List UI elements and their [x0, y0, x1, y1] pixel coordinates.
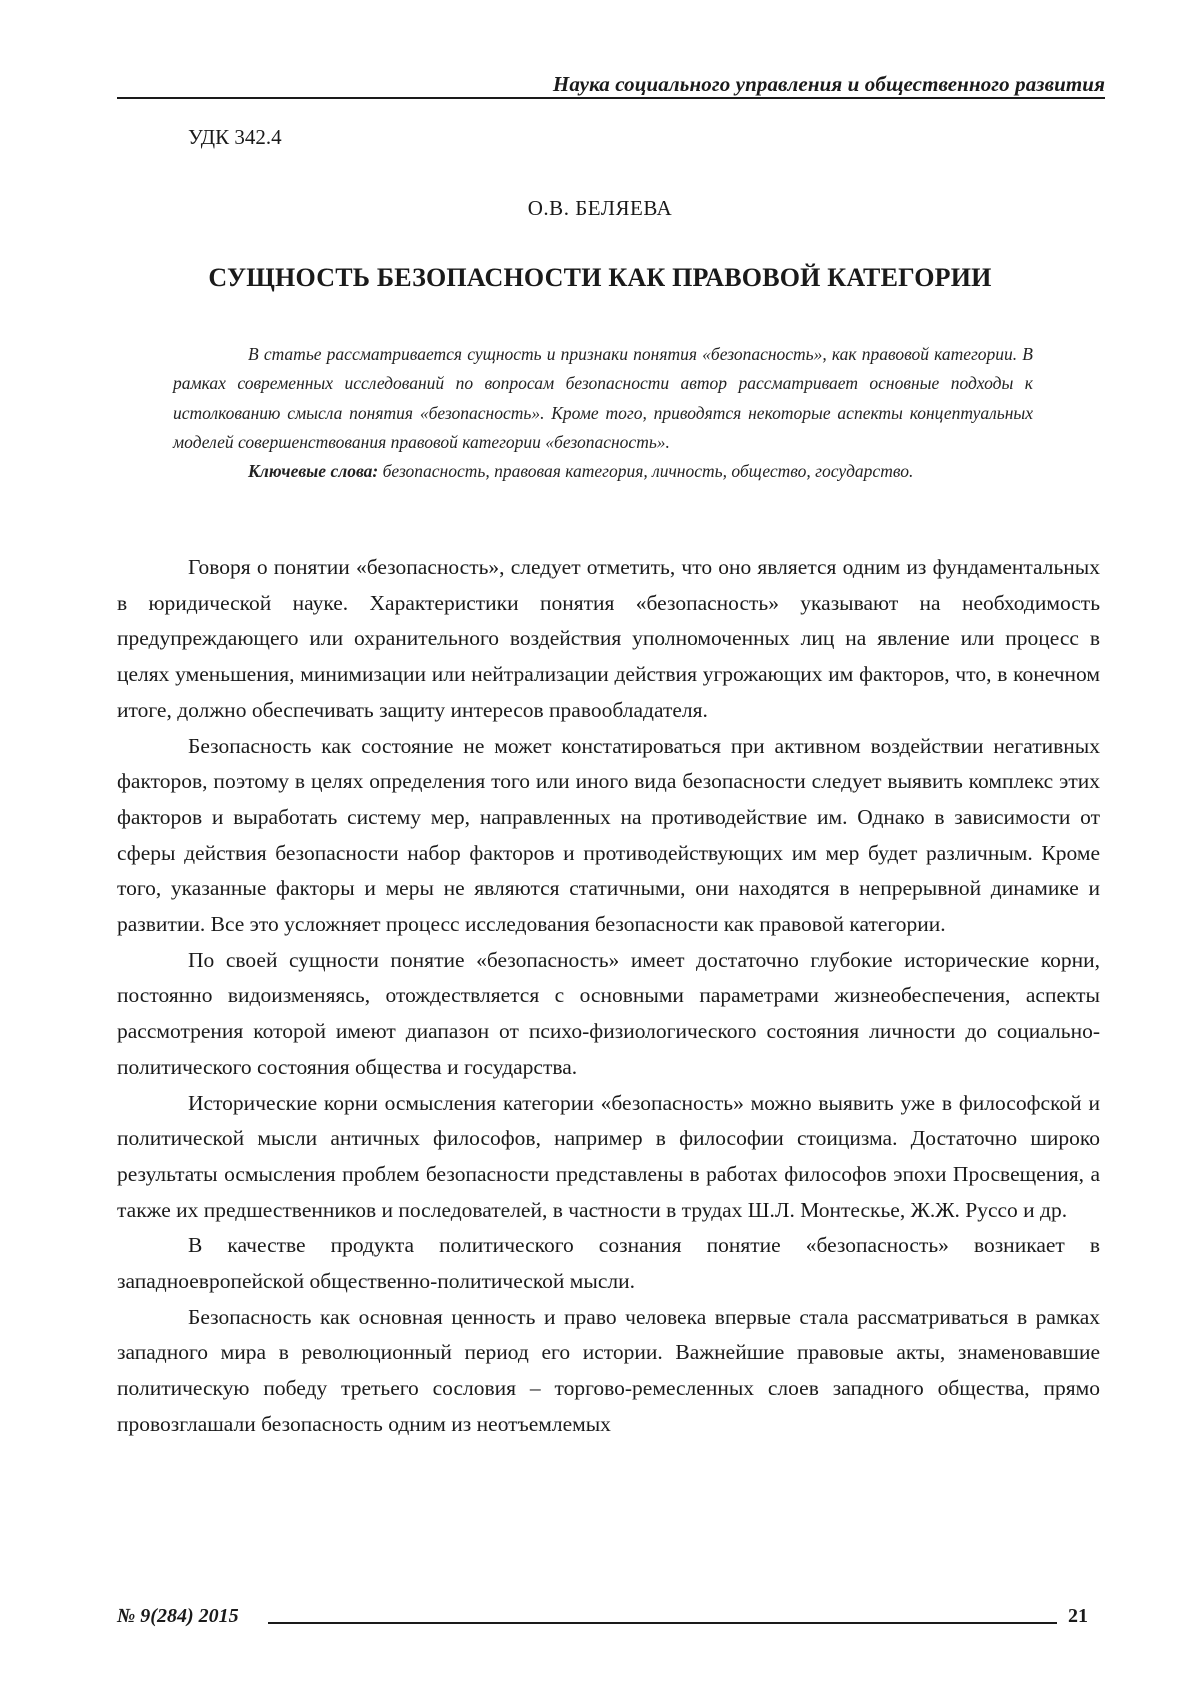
page-number: 21: [1068, 1605, 1088, 1628]
body-paragraph: Говоря о понятии «безопасность», следует отметить, что оно является одним из фундаментальных в юридической науке. Характеристики понятия «безопасность» указывают на необходимость предупреждающего или охранительного воздействия уполномоченных лиц на явление или процесс в целях уменьшения, минимизации или нейтрализации действия угрожающих им факторов, что, в конечном итоге, должно обеспечивать защиту интересов правообладателя.: [117, 550, 1100, 729]
body-paragraph: В качестве продукта политического сознания понятие «безопасность» возникает в западноевропейской общественно-политической мысли.: [117, 1228, 1100, 1299]
body-paragraph: По своей сущности понятие «безопасность» имеет достаточно глубокие исторические корни, постоянно видоизменяясь, отождествляется с основными параметрами жизнеобеспечения, аспекты рассмотрения которой имеют диапазон от психо-физиологического состояния личности до социально-политического состояния общества и государства.: [117, 943, 1100, 1086]
author-name: О.В. БЕЛЯЕВА: [0, 196, 1200, 221]
keywords-line: [173, 457, 1033, 486]
udc-code: УДК 342.4: [188, 125, 282, 150]
body-paragraph: Безопасность как основная ценность и право человека впервые стала рассматриваться в рамках западного мира в революционный период его истории. Важнейшие правовые акты, знаменовавшие политическую победу третьего сословия – торгово-ремесленных слоев западного общества, прямо провозглашали безопасность одним из неотъемлемых: [117, 1300, 1100, 1443]
body-paragraph: Исторические корни осмысления категории «безопасность» можно выявить уже в философской и политической мысли античных философов, например в философии стоицизма. Достаточно широко результаты осмысления проблем безопасности представлены в работах философов эпохи Просвещения, а также их предшественников и последователей, в частности в трудах Ш.Л. Монтескье, Ж.Ж. Руссо и др.: [117, 1086, 1100, 1229]
abstract-text: В статье рассматривается сущность и признаки понятия «безопасность», как правовой категории. В рамках современных исследований по вопросам безопасности автор рассматривает основные подходы к истолкованию смысла понятия «безопасность». Кроме того, приводятся некоторые аспекты концептуальных моделей совершенствования правовой категории «безопасность».: [173, 340, 1033, 457]
abstract: [173, 340, 1033, 486]
header-rule: [117, 97, 1105, 99]
document-page: [0, 0, 1200, 1698]
article-title: СУЩНОСТЬ БЕЗОПАСНОСТИ КАК ПРАВОВОЙ КАТЕГОРИИ: [0, 263, 1200, 293]
journal-title: Наука социального управления и общественного развития: [553, 72, 1105, 97]
footer-rule: [268, 1622, 1057, 1624]
article-body: [117, 550, 1100, 1443]
body-paragraph: Безопасность как состояние не может констатироваться при активном воздействии негативных факторов, поэтому в целях определения того или иного вида безопасности следует выявить комплекс этих факторов и выработать систему мер, направленных на противодействие им. Однако в зависимости от сферы действия безопасности набор факторов и противодействующих им мер будет различным. Кроме того, указанные факторы и меры не являются статичными, они находятся в непрерывной динамике и развитии. Все это усложняет процесс исследования безопасности как правовой категории.: [117, 729, 1100, 943]
keywords-text: безопасность, правовая категория, личность, общество, государство.: [383, 461, 914, 481]
issue-number: № 9(284) 2015: [117, 1605, 239, 1628]
keywords-label: Ключевые слова:: [248, 461, 378, 481]
